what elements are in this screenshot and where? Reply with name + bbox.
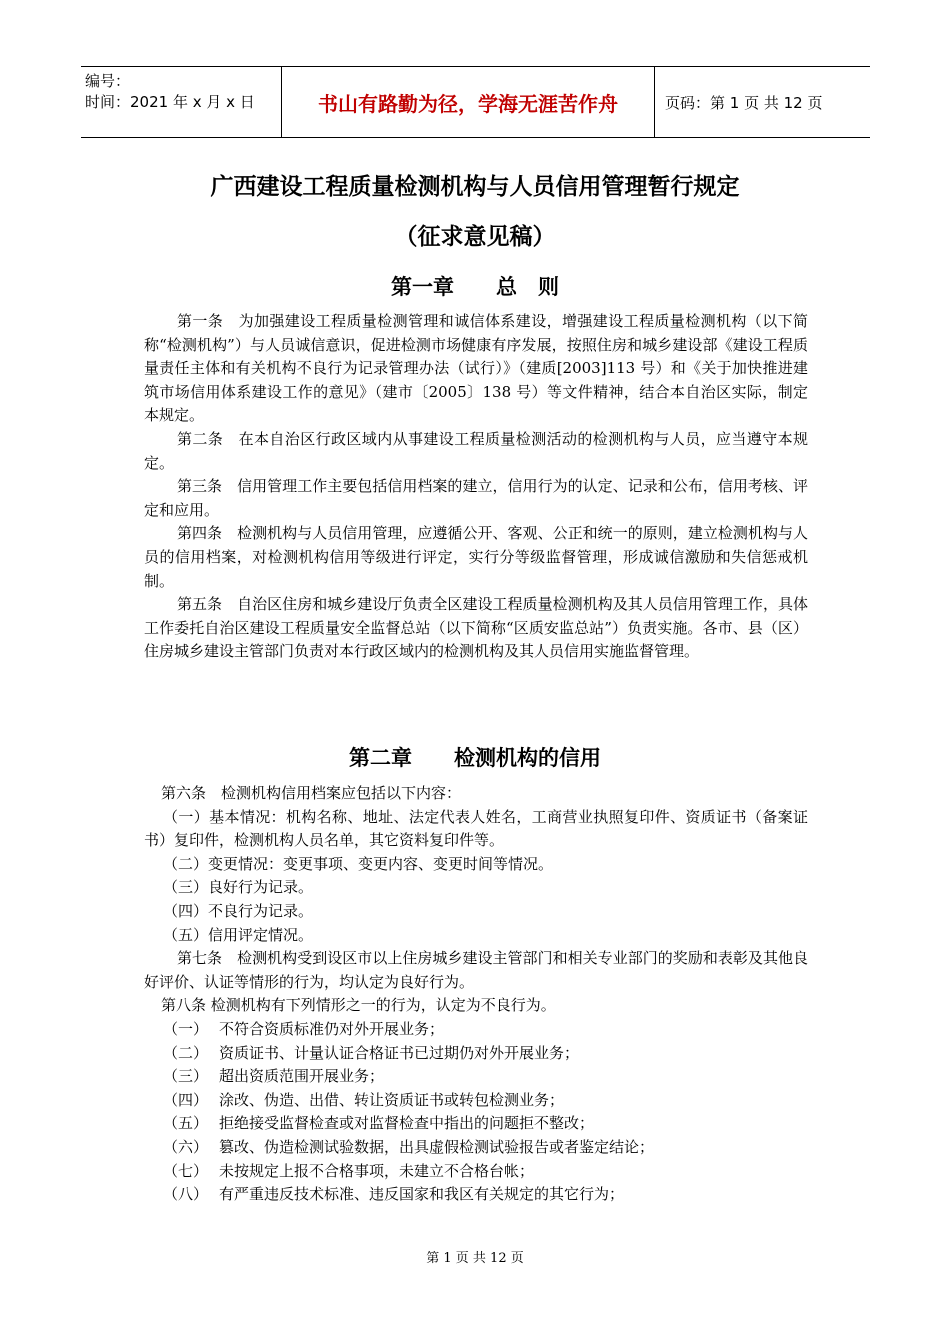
list-item: （四） 涂改、伪造、出借、转让资质证书或转包检测业务； — [163, 1090, 565, 1109]
chapter-1-body — [144, 310, 808, 664]
article-8-list — [144, 1018, 808, 1207]
list-item: （二） 资质证书、计量认证合格证书已过期仍对外开展业务； — [163, 1043, 580, 1062]
chapter-2-body — [144, 782, 808, 1207]
article-6-item: （四）不良行为记录。 — [163, 901, 314, 920]
document-subtitle: （征求意见稿） — [394, 224, 556, 250]
article-6-item: （三）良好行为记录。 — [163, 878, 314, 897]
article-5: 第五条 自治区住房和城乡建设厅负责全区建设工程质量检测机构及其人员信用管理工作，具体工作委托自治区建设工程质量安全监督总站（以下简称“区质安监总站”）负责实施。各市、县（区）住房城乡建设主管部门负责对本行政区域内的检测机构及其人员信用实施监督管理。 — [144, 595, 808, 661]
chapter-2-heading: 第二章 检测机构的信用 — [349, 746, 601, 770]
document-date: 时间：2021 年 x 月 x 日 — [85, 93, 255, 111]
article-6-item: （一）基本情况：机构名称、地址、法定代表人姓名，工商营业执照复印件、资质证书（备案证书）复印件，检测机构人员名单，其它资料复印件等。 — [144, 807, 808, 850]
document-number-label: 编号： — [85, 72, 131, 90]
article-8: 第八条 检测机构有下列情形之一的行为，认定为不良行为。 — [161, 996, 556, 1015]
header-page-info: 页码：第 1 页 共 12 页 — [665, 93, 823, 112]
header-meta — [81, 67, 281, 137]
article-2: 第二条 在本自治区行政区域内从事建设工程质量检测活动的检测机构与人员，应当遵守本规定。 — [144, 429, 808, 472]
list-item: （三） 超出资质范围开展业务； — [163, 1067, 385, 1086]
article-6-item: （二）变更情况：变更事项、变更内容、变更时间等情况。 — [163, 854, 554, 873]
list-item: （八） 有严重违反技术标准、违反国家和我区有关规定的其它行为； — [163, 1185, 625, 1204]
header-motto: 书山有路勤为径，学海无涯苦作舟 — [281, 67, 655, 137]
list-item: （五） 拒绝接受监督检查或对监督检查中指出的问题拒不整改； — [163, 1114, 595, 1133]
article-1: 第一条 为加强建设工程质量检测管理和诚信体系建设，增强建设工程质量检测机构（以下简称“检测机构”）与人员诚信意识，促进检测市场健康有序发展，按照住房和城乡建设部《建设工程质量责任主体和有关机构不良行为记录管理办法（试行）》（建质[2003]113 号）和《关于加快推进建筑市场信用体系建设工作的意见》（建市〔2005〕138 号）等文件精神，结合本自治区实际，制定本规定。 — [144, 312, 808, 425]
page-header — [81, 66, 870, 138]
article-3: 第三条 信用管理工作主要包括信用档案的建立，信用行为的认定、记录和公布，信用考核、评定和应用。 — [144, 477, 808, 519]
article-6-item: （五）信用评定情况。 — [163, 925, 314, 944]
chapter-1-heading: 第一章 总 则 — [391, 275, 559, 299]
list-item: （一） 不符合资质标准仍对外开展业务； — [163, 1019, 445, 1038]
list-item: （六） 篡改、伪造检测试验数据，出具虚假检测试验报告或者鉴定结论； — [163, 1137, 655, 1156]
page-footer: 第 1 页 共 12 页 — [426, 1251, 524, 1266]
article-6: 第六条 检测机构信用档案应包括以下内容： — [161, 784, 462, 802]
document-title: 广西建设工程质量检测机构与人员信用管理暂行规定 — [210, 174, 740, 200]
article-7: 第七条 检测机构受到设区市以上住房城乡建设主管部门和相关专业部门的奖励和表彰及其他良好评价、认证等情形的行为，均认定为良好行为。 — [144, 949, 808, 991]
article-4: 第四条 检测机构与人员信用管理，应遵循公开、客观、公正和统一的原则，建立检测机构与人员的信用档案，对检测机构信用等级进行评定，实行分等级监督管理，形成诚信激励和失信惩戒机制。 — [144, 524, 808, 590]
list-item: （七） 未按规定上报不合格事项，未建立不合格台帐； — [163, 1161, 535, 1180]
